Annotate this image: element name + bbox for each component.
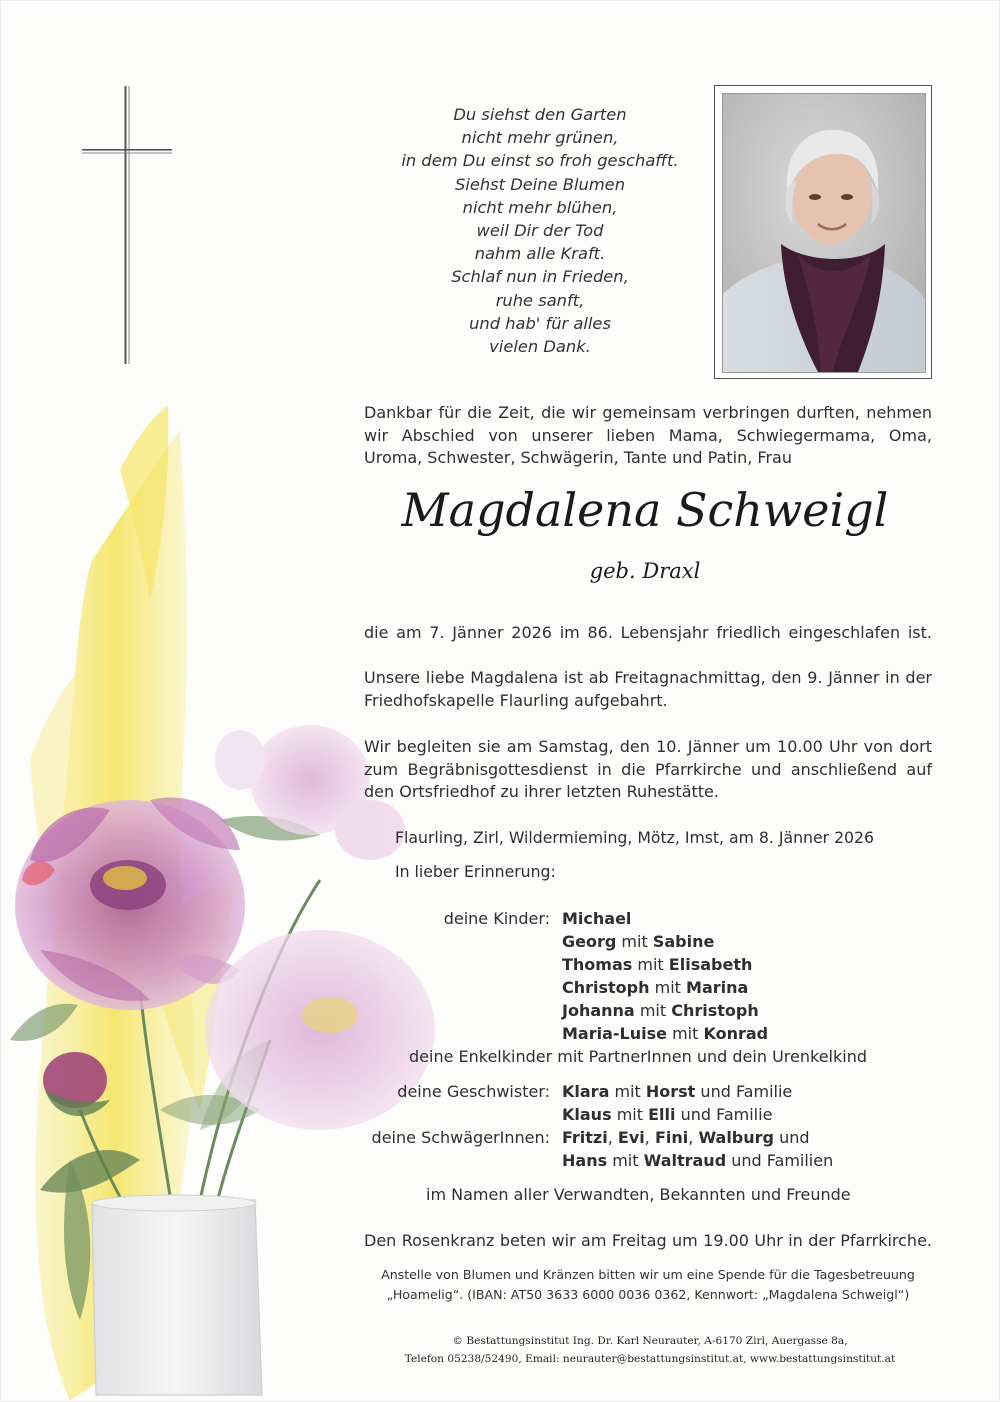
connector: mit — [616, 1105, 643, 1124]
poem-line: nicht mehr blühen, — [462, 197, 618, 217]
intro-line: wir Abschied von unserer lieben Mama, Schwiegermama, Oma, — [364, 425, 932, 445]
children-label: deine Kinder: — [443, 909, 550, 928]
poem-line: nicht mehr grünen, — [461, 128, 619, 148]
sibling-name: Klaus — [562, 1105, 612, 1124]
child-name: Christoph — [562, 978, 650, 997]
cross-icon — [82, 86, 172, 364]
partner-name: Horst — [645, 1082, 696, 1101]
connector: mit — [621, 932, 648, 951]
deceased-name: Magdalena Schweigl — [401, 483, 889, 537]
separator: und — [779, 1128, 810, 1147]
remembrance-line: In lieber Erinnerung: — [395, 862, 556, 881]
inlaw-name: Fini — [654, 1128, 689, 1147]
intro-line: Uroma, Schwester, Schwägerin, Tante und Patin, Frau — [364, 448, 792, 468]
connector: mit — [639, 1001, 667, 1020]
child-row — [562, 954, 752, 976]
portrait-illustration — [723, 94, 925, 372]
partner-name: Elli — [648, 1105, 676, 1124]
funeral-line: zum Begräbnisgottesdienst in die Pfarrkirche und anschließend auf — [364, 759, 932, 779]
inlaw-name: Hans — [562, 1151, 608, 1170]
connector: mit — [612, 1151, 639, 1170]
footer-line: Telefon 05238/52490, Email: neurauter@bestattungsinstitut.at, www.bestattungsinstitut.at — [404, 1353, 896, 1365]
suffix: und Familie — [700, 1082, 793, 1101]
partner-name: Waltraud — [643, 1151, 727, 1170]
connector: mit — [614, 1082, 641, 1101]
death-announcement — [364, 622, 932, 645]
poem — [370, 103, 710, 358]
remembrance-heading — [395, 862, 963, 881]
partner-name: Christoph — [671, 1001, 759, 1020]
poem-line: Du siehst den Garten — [453, 105, 627, 124]
laying-out-line: Friedhofskapelle Flaurling aufgebahrt. — [364, 690, 668, 710]
footer-line: © Bestattungsinstitut Ing. Dr. Karl Neurauter, A-6170 Zirl, Auergasse 8a, — [452, 1335, 848, 1347]
suffix: und Familien — [731, 1151, 834, 1170]
poem-line: in dem Du einst so froh geschafft. — [401, 151, 679, 171]
place-date-line: Flaurling, Zirl, Wildermieming, Mötz, Imst, am 8. Jänner 2026 — [395, 828, 875, 847]
partner-name: Sabine — [652, 932, 715, 951]
partner-name: Konrad — [703, 1024, 769, 1043]
partner-name: Marina — [686, 978, 749, 997]
child-name: Thomas — [562, 955, 633, 974]
poem-line: nahm alle Kraft. — [474, 244, 606, 264]
child-name: Maria-Luise — [562, 1024, 667, 1043]
child-row — [562, 1000, 759, 1022]
place-and-date — [395, 828, 905, 847]
donation-line: Anstelle von Blumen und Kränzen bitten wir um eine Spende für die Tagesbetreuung — [381, 1267, 915, 1282]
suffix: und Familie — [680, 1105, 773, 1124]
sibling-row — [562, 1104, 772, 1126]
sibling-row — [562, 1081, 792, 1103]
inlaws-row — [562, 1127, 810, 1149]
connector: mit — [637, 955, 664, 974]
funeral-line: den Ortsfriedhof zu ihrer letzten Ruhestätte. — [364, 782, 719, 802]
child-row — [562, 977, 748, 999]
connector: mit — [672, 1024, 699, 1043]
intro-paragraph — [364, 402, 932, 470]
laying-out-line: Unsere liebe Magdalena ist ab Freitagnachmittag, den 9. Jänner in der — [364, 668, 932, 687]
child-row — [562, 931, 714, 953]
death-line: die am 7. Jänner 2026 im 86. Lebensjahr friedlich eingeschlafen ist. — [364, 623, 932, 642]
inlaw-name: Fritzi — [562, 1128, 608, 1147]
separator: , — [688, 1128, 694, 1147]
funeral-home-footer — [330, 1332, 970, 1368]
funeral-paragraph — [364, 736, 932, 804]
grandchildren-line: deine Enkelkinder mit PartnerInnen und dein Urenkelkind — [409, 1047, 867, 1066]
vase — [92, 1195, 262, 1395]
partner-name: Elisabeth — [668, 955, 753, 974]
maiden-name: geb. Draxl — [589, 559, 701, 583]
intro-line: Dankbar für die Zeit, die wir gemeinsam verbringen durften, nehmen — [364, 403, 932, 422]
inlaws-row — [562, 1150, 833, 1172]
separator: , — [644, 1128, 650, 1147]
others-line: im Namen aller Verwandten, Bekannten und Freunde — [426, 1185, 851, 1204]
donation-line: „Hoamelig“. (IBAN: AT50 3633 6000 0036 0362, Kennwort: „Magdalena Schweigl“) — [386, 1287, 910, 1302]
poem-line: und hab' für alles — [469, 313, 611, 333]
rosary-line: Den Rosenkranz beten wir am Freitag um 19.00 Uhr in der Pfarrkirche. — [364, 1231, 932, 1250]
child-name: Johanna — [562, 1001, 635, 1020]
child-row — [562, 1023, 768, 1045]
poem-line: vielen Dank. — [489, 337, 591, 357]
child-row — [562, 908, 631, 930]
inlaws-label: deine SchwägerInnen: — [371, 1128, 550, 1147]
funeral-line: Wir begleiten sie am Samstag, den 10. Jänner um 10.00 Uhr von dort — [364, 737, 932, 756]
portrait-photo — [722, 93, 926, 373]
sibling-name: Klara — [562, 1082, 610, 1101]
poem-line: weil Dir der Tod — [476, 221, 604, 241]
rosary-paragraph — [364, 1230, 932, 1253]
inlaw-name: Evi — [617, 1128, 645, 1147]
laying-out-paragraph — [364, 667, 932, 712]
donation-notice — [364, 1265, 932, 1305]
poem-line: Siehst Deine Blumen — [454, 174, 626, 194]
poem-line: ruhe sanft, — [495, 290, 585, 310]
child-name: Georg — [562, 932, 617, 951]
peony-flower-large — [15, 797, 245, 1010]
poem-line: Schlaf nun in Frieden, — [451, 267, 629, 287]
separator: , — [607, 1128, 613, 1147]
child-name: Michael — [562, 909, 632, 928]
deceased-name-script — [400, 478, 920, 588]
inlaw-name: Walburg — [698, 1128, 774, 1147]
siblings-label: deine Geschwister: — [397, 1082, 550, 1101]
connector: mit — [654, 978, 681, 997]
portrait-photo-frame — [714, 85, 932, 379]
